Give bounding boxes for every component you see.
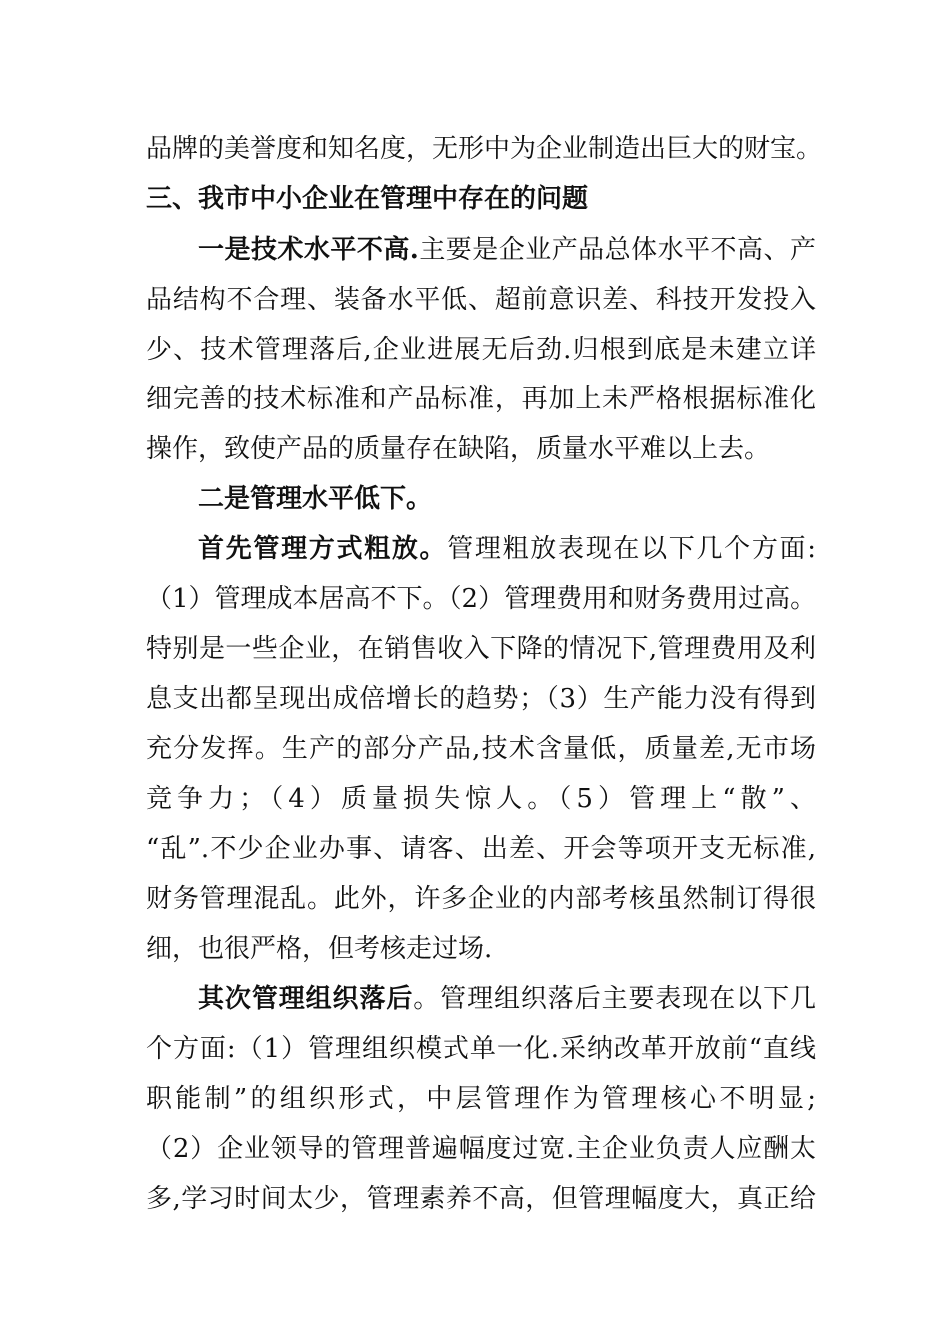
sub-heading-management-level (198, 484, 816, 514)
paragraph-line (146, 1084, 816, 1114)
paragraph-line (146, 834, 816, 864)
line-text: 息支出都呈现出成倍增长的趋势；（3）生产能力没有得到 (146, 684, 816, 714)
line-text: 细，也很严格，但考核走过场. (146, 934, 493, 964)
line-text: 少、技术管理落后,企业进展无后劲.归根到底是未建立详 (146, 335, 816, 365)
line-text: 个方面:（1）管理组织模式单一化.采纳改革开放前“直线 (146, 1034, 816, 1064)
line-text: 三、我市中小企业在管理中存在的问题 (146, 184, 589, 214)
line-text: 细完善的技术标准和产品标准，再加上未严格根据标准化 (146, 384, 816, 414)
line-text: “乱”.不少企业办事、请客、出差、开会等项开支无标准, (146, 834, 816, 864)
paragraph-line (146, 734, 816, 764)
paragraph-line (146, 784, 816, 814)
paragraph-line (146, 1134, 816, 1164)
inline-heading-management-method: 首先管理方式粗放。 (198, 534, 448, 564)
inline-heading-management-organization: 其次管理组织落后 (198, 984, 414, 1014)
paragraph-line (146, 584, 816, 614)
line-text: 职能制”的组织形式，中层管理作为管理核心不明显; (146, 1084, 816, 1114)
inline-heading-tech-level: 一是技术水平不高. (198, 235, 419, 265)
line-text: 操作，致使产品的质量存在缺陷，质量水平难以上去。 (146, 434, 771, 464)
paragraph-line (146, 634, 816, 664)
line-text: 。管理组织落后主要表现在以下几 (413, 984, 816, 1014)
paragraph-line (146, 285, 816, 315)
line-text: 充分发挥。生产的部分产品,技术含量低，质量差,无市场 (146, 734, 816, 764)
paragraph-line (146, 1034, 816, 1064)
line-text: 竞争力；（4）质量损失惊人。（5）管理上“散”、 (146, 784, 816, 814)
paragraph-line-tech-level (198, 235, 816, 265)
line-text: 二是管理水平低下。 (198, 484, 433, 514)
line-text: 特别是一些企业，在销售收入下降的情况下,管理费用及利 (146, 634, 816, 664)
paragraph-line (146, 884, 816, 914)
paragraph-line (146, 384, 816, 414)
line-text: 多,学习时间太少，管理素养不高，但管理幅度大，真正给 (146, 1184, 816, 1214)
paragraph-line (146, 335, 816, 365)
paragraph-line (146, 684, 816, 714)
paragraph-line-1 (146, 134, 823, 164)
line-text: 品结构不合理、装备水平低、超前意识差、科技开发投入 (146, 285, 816, 315)
section-heading-3 (146, 184, 816, 214)
line-text: （1）管理成本居高不下。（2）管理费用和财务费用过高。 (146, 584, 817, 614)
paragraph-line (146, 434, 816, 464)
paragraph-line (146, 934, 816, 964)
paragraph-line-management-method (198, 534, 816, 564)
line-text: 管理粗放表现在以下几个方面: (447, 534, 816, 564)
paragraph-line-management-organization (198, 984, 816, 1014)
line-text: 主要是企业产品总体水平不高、产 (418, 235, 816, 265)
paragraph-line (146, 1184, 816, 1214)
line-text: 品牌的美誉度和知名度，无形中为企业制造出巨大的财宝。 (146, 134, 823, 164)
line-text: （2）企业领导的管理普遍幅度过宽.主企业负责人应酬太 (146, 1134, 816, 1164)
line-text: 财务管理混乱。此外，许多企业的内部考核虽然制订得很 (146, 884, 816, 914)
